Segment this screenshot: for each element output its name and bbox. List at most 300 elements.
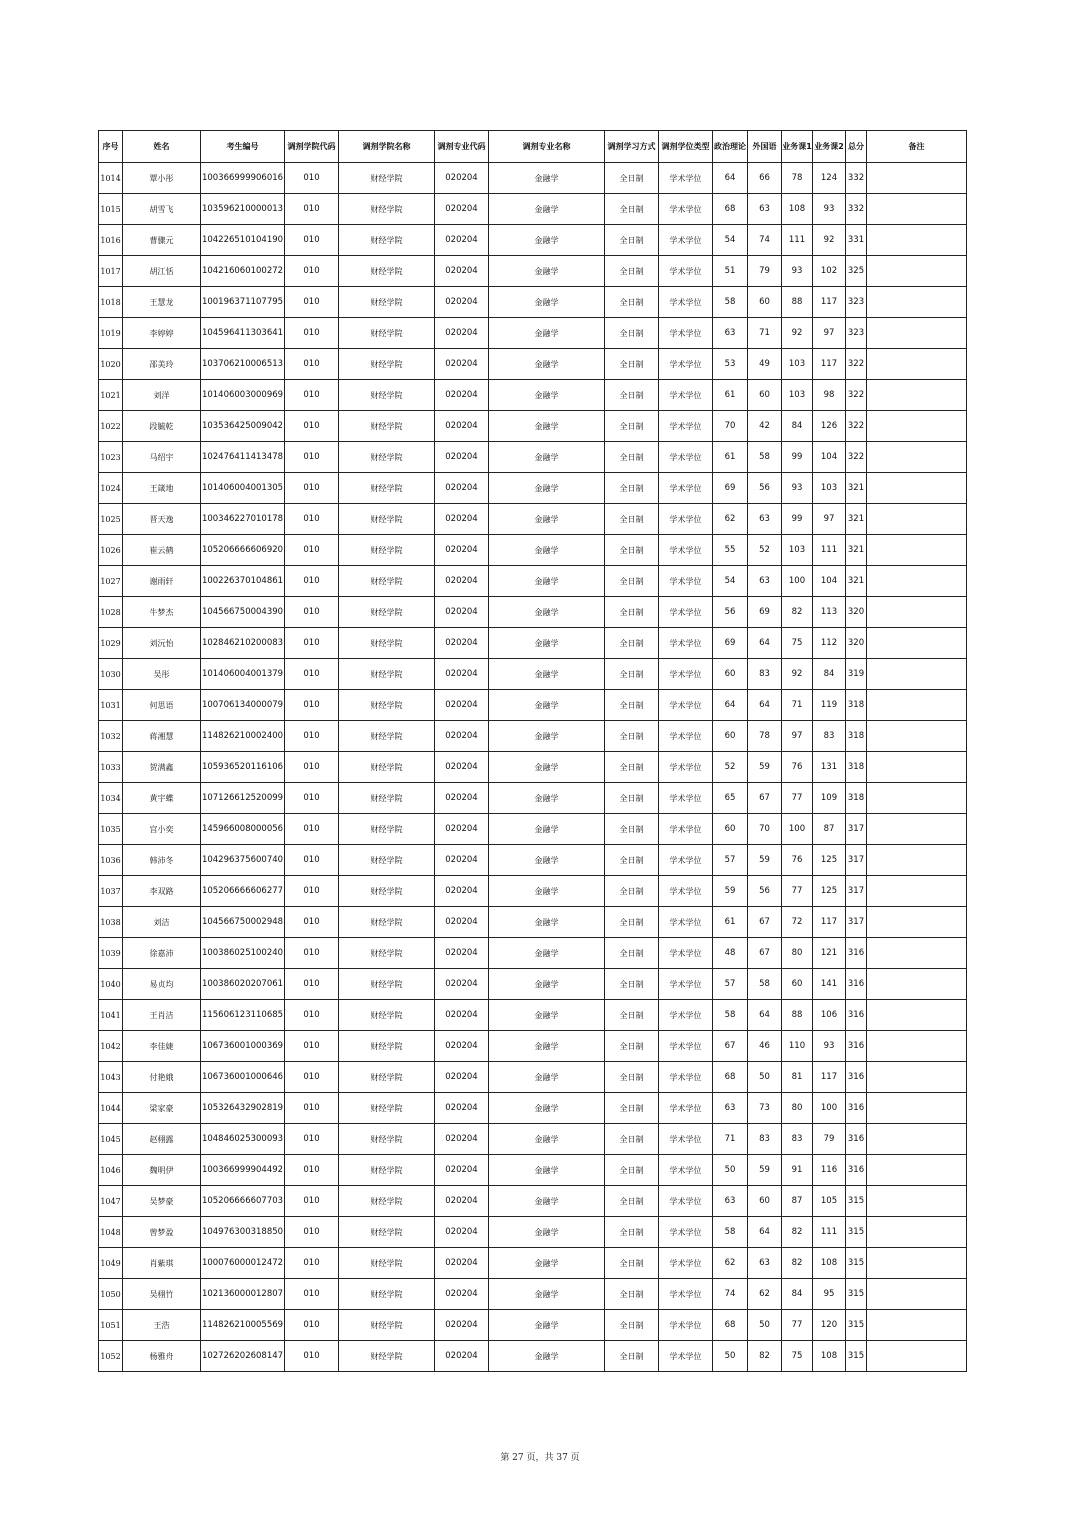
politics-score-cell: 62 — [713, 1248, 748, 1279]
politics-score-cell: 59 — [713, 876, 748, 907]
study-mode-cell: 全日制 — [605, 1279, 659, 1310]
major-name-cell: 金融学 — [489, 659, 605, 690]
subject1-score-cell: 77 — [782, 1310, 813, 1341]
exam-id-cell: 102846210200083 — [201, 628, 285, 659]
study-mode-cell: 全日制 — [605, 566, 659, 597]
remarks-cell — [867, 1031, 967, 1062]
table-row — [99, 473, 967, 504]
table-row — [99, 411, 967, 442]
table-row — [99, 659, 967, 690]
total-score-cell: 318 — [846, 752, 867, 783]
table-row — [99, 566, 967, 597]
degree-type-cell: 学术学位 — [659, 1310, 713, 1341]
study-mode-cell: 全日制 — [605, 318, 659, 349]
name-cell: 何思语 — [123, 690, 201, 721]
major-name-cell: 金融学 — [489, 442, 605, 473]
remarks-cell — [867, 721, 967, 752]
politics-score-cell: 54 — [713, 225, 748, 256]
study-mode-cell: 全日制 — [605, 1248, 659, 1279]
degree-type-cell: 学术学位 — [659, 225, 713, 256]
degree-type-cell: 学术学位 — [659, 349, 713, 380]
foreign-language-score-cell: 74 — [748, 225, 782, 256]
subject2-score-cell: 116 — [813, 1155, 846, 1186]
serial-cell: 1047 — [99, 1186, 123, 1217]
subject2-score-cell: 119 — [813, 690, 846, 721]
total-score-cell: 332 — [846, 163, 867, 194]
college-code-cell: 010 — [285, 1279, 339, 1310]
table-header — [99, 131, 967, 163]
total-score-cell: 331 — [846, 225, 867, 256]
total-score-cell: 321 — [846, 473, 867, 504]
exam-id-cell: 114826210005569 — [201, 1310, 285, 1341]
study-mode-cell: 全日制 — [605, 442, 659, 473]
foreign-language-score-cell: 59 — [748, 845, 782, 876]
major-code-cell: 020204 — [435, 1155, 489, 1186]
name-cell: 赵栩露 — [123, 1124, 201, 1155]
subject2-score-cell: 98 — [813, 380, 846, 411]
major-name-cell: 金融学 — [489, 1186, 605, 1217]
subject1-score-cell: 72 — [782, 907, 813, 938]
foreign-language-score-cell: 78 — [748, 721, 782, 752]
college-code-cell: 010 — [285, 442, 339, 473]
subject1-score-cell: 100 — [782, 566, 813, 597]
table-row — [99, 535, 967, 566]
total-score-cell: 316 — [846, 938, 867, 969]
major-code-cell: 020204 — [435, 287, 489, 318]
study-mode-cell: 全日制 — [605, 628, 659, 659]
serial-cell: 1023 — [99, 442, 123, 473]
remarks-cell — [867, 566, 967, 597]
serial-cell: 1052 — [99, 1341, 123, 1372]
college-name-cell: 财经学院 — [339, 1000, 435, 1031]
college-code-cell: 010 — [285, 225, 339, 256]
col-remarks-header: 备注 — [867, 131, 967, 163]
remarks-cell — [867, 535, 967, 566]
foreign-language-score-cell: 56 — [748, 473, 782, 504]
major-name-cell: 金融学 — [489, 1124, 605, 1155]
total-score-cell: 322 — [846, 349, 867, 380]
serial-cell: 1014 — [99, 163, 123, 194]
college-code-cell: 010 — [285, 1000, 339, 1031]
name-cell: 李双路 — [123, 876, 201, 907]
degree-type-cell: 学术学位 — [659, 597, 713, 628]
degree-type-cell: 学术学位 — [659, 876, 713, 907]
table-row — [99, 1031, 967, 1062]
table-row — [99, 1341, 967, 1372]
college-code-cell: 010 — [285, 287, 339, 318]
subject2-score-cell: 121 — [813, 938, 846, 969]
major-name-cell: 金融学 — [489, 597, 605, 628]
major-code-cell: 020204 — [435, 597, 489, 628]
major-name-cell: 金融学 — [489, 938, 605, 969]
exam-id-cell: 103536425009042 — [201, 411, 285, 442]
serial-cell: 1030 — [99, 659, 123, 690]
politics-score-cell: 67 — [713, 1031, 748, 1062]
serial-cell: 1049 — [99, 1248, 123, 1279]
politics-score-cell: 69 — [713, 628, 748, 659]
subject1-score-cell: 111 — [782, 225, 813, 256]
subject1-score-cell: 76 — [782, 845, 813, 876]
total-score-cell: 316 — [846, 1031, 867, 1062]
total-score-cell: 317 — [846, 876, 867, 907]
college-code-cell: 010 — [285, 163, 339, 194]
politics-score-cell: 56 — [713, 597, 748, 628]
college-code-cell: 010 — [285, 783, 339, 814]
major-code-cell: 020204 — [435, 1000, 489, 1031]
politics-score-cell: 50 — [713, 1341, 748, 1372]
remarks-cell — [867, 225, 967, 256]
degree-type-cell: 学术学位 — [659, 380, 713, 411]
college-name-cell: 财经学院 — [339, 1031, 435, 1062]
subject2-score-cell: 111 — [813, 1217, 846, 1248]
exam-id-cell: 100386025100240 — [201, 938, 285, 969]
serial-cell: 1025 — [99, 504, 123, 535]
degree-type-cell: 学术学位 — [659, 504, 713, 535]
major-name-cell: 金融学 — [489, 535, 605, 566]
serial-cell: 1034 — [99, 783, 123, 814]
remarks-cell — [867, 938, 967, 969]
name-cell: 韩沛冬 — [123, 845, 201, 876]
subject1-score-cell: 60 — [782, 969, 813, 1000]
exam-id-cell: 102726202608147 — [201, 1341, 285, 1372]
college-name-cell: 财经学院 — [339, 907, 435, 938]
foreign-language-score-cell: 50 — [748, 1062, 782, 1093]
politics-score-cell: 57 — [713, 845, 748, 876]
exam-id-cell: 103706210006513 — [201, 349, 285, 380]
college-name-cell: 财经学院 — [339, 1341, 435, 1372]
college-name-cell: 财经学院 — [339, 473, 435, 504]
serial-cell: 1016 — [99, 225, 123, 256]
total-score-cell: 322 — [846, 411, 867, 442]
subject1-score-cell: 88 — [782, 287, 813, 318]
name-cell: 胡江恬 — [123, 256, 201, 287]
major-name-cell: 金融学 — [489, 1093, 605, 1124]
subject2-score-cell: 124 — [813, 163, 846, 194]
exam-id-cell: 115606123110685 — [201, 1000, 285, 1031]
study-mode-cell: 全日制 — [605, 194, 659, 225]
major-code-cell: 020204 — [435, 194, 489, 225]
serial-cell: 1041 — [99, 1000, 123, 1031]
subject1-score-cell: 91 — [782, 1155, 813, 1186]
subject1-score-cell: 83 — [782, 1124, 813, 1155]
subject2-score-cell: 100 — [813, 1093, 846, 1124]
subject2-score-cell: 108 — [813, 1341, 846, 1372]
exam-id-cell: 102136000012807 — [201, 1279, 285, 1310]
major-code-cell: 020204 — [435, 1341, 489, 1372]
study-mode-cell: 全日制 — [605, 380, 659, 411]
subject1-score-cell: 92 — [782, 318, 813, 349]
serial-cell: 1040 — [99, 969, 123, 1000]
degree-type-cell: 学术学位 — [659, 659, 713, 690]
degree-type-cell: 学术学位 — [659, 1341, 713, 1372]
degree-type-cell: 学术学位 — [659, 1217, 713, 1248]
politics-score-cell: 70 — [713, 411, 748, 442]
college-code-cell: 010 — [285, 473, 339, 504]
degree-type-cell: 学术学位 — [659, 1031, 713, 1062]
foreign-language-score-cell: 60 — [748, 380, 782, 411]
major-name-cell: 金融学 — [489, 504, 605, 535]
foreign-language-score-cell: 82 — [748, 1341, 782, 1372]
subject1-score-cell: 92 — [782, 659, 813, 690]
remarks-cell — [867, 1341, 967, 1372]
exam-id-cell: 103596210000013 — [201, 194, 285, 225]
foreign-language-score-cell: 59 — [748, 1155, 782, 1186]
name-cell: 刘洋 — [123, 380, 201, 411]
study-mode-cell: 全日制 — [605, 163, 659, 194]
name-cell: 崔云鹤 — [123, 535, 201, 566]
college-name-cell: 财经学院 — [339, 628, 435, 659]
exam-id-cell: 104596411303641 — [201, 318, 285, 349]
col-name-header: 姓名 — [123, 131, 201, 163]
college-code-cell: 010 — [285, 597, 339, 628]
study-mode-cell: 全日制 — [605, 597, 659, 628]
major-name-cell: 金融学 — [489, 1248, 605, 1279]
name-cell: 黄宇蝶 — [123, 783, 201, 814]
subject2-score-cell: 103 — [813, 473, 846, 504]
politics-score-cell: 60 — [713, 721, 748, 752]
politics-score-cell: 58 — [713, 1217, 748, 1248]
serial-cell: 1045 — [99, 1124, 123, 1155]
name-cell: 段毓乾 — [123, 411, 201, 442]
major-code-cell: 020204 — [435, 1310, 489, 1341]
exam-id-cell: 114826210002400 — [201, 721, 285, 752]
total-score-cell: 318 — [846, 721, 867, 752]
major-code-cell: 020204 — [435, 163, 489, 194]
col-foreign-language-header: 外国语 — [748, 131, 782, 163]
name-cell: 谢雨轩 — [123, 566, 201, 597]
college-code-cell: 010 — [285, 1124, 339, 1155]
degree-type-cell: 学术学位 — [659, 1248, 713, 1279]
major-code-cell: 020204 — [435, 256, 489, 287]
table-row — [99, 318, 967, 349]
subject1-score-cell: 93 — [782, 473, 813, 504]
foreign-language-score-cell: 67 — [748, 907, 782, 938]
major-code-cell: 020204 — [435, 659, 489, 690]
degree-type-cell: 学术学位 — [659, 907, 713, 938]
college-code-cell: 010 — [285, 194, 339, 225]
table-row — [99, 380, 967, 411]
exam-id-cell: 102476411413478 — [201, 442, 285, 473]
remarks-cell — [867, 318, 967, 349]
study-mode-cell: 全日制 — [605, 349, 659, 380]
college-code-cell: 010 — [285, 628, 339, 659]
subject1-score-cell: 108 — [782, 194, 813, 225]
exam-id-cell: 101406004001379 — [201, 659, 285, 690]
study-mode-cell: 全日制 — [605, 876, 659, 907]
name-cell: 王肖洁 — [123, 1000, 201, 1031]
total-score-cell: 320 — [846, 597, 867, 628]
college-code-cell: 010 — [285, 535, 339, 566]
foreign-language-score-cell: 70 — [748, 814, 782, 845]
subject2-score-cell: 111 — [813, 535, 846, 566]
study-mode-cell: 全日制 — [605, 907, 659, 938]
college-name-cell: 财经学院 — [339, 1093, 435, 1124]
college-code-cell: 010 — [285, 256, 339, 287]
col-major-name-header: 调剂专业名称 — [489, 131, 605, 163]
total-score-cell: 332 — [846, 194, 867, 225]
degree-type-cell: 学术学位 — [659, 535, 713, 566]
major-code-cell: 020204 — [435, 845, 489, 876]
subject2-score-cell: 93 — [813, 1031, 846, 1062]
total-score-cell: 321 — [846, 504, 867, 535]
remarks-cell — [867, 1248, 967, 1279]
college-code-cell: 010 — [285, 504, 339, 535]
major-name-cell: 金融学 — [489, 194, 605, 225]
remarks-cell — [867, 969, 967, 1000]
major-code-cell: 020204 — [435, 349, 489, 380]
serial-cell: 1031 — [99, 690, 123, 721]
name-cell: 魏明伊 — [123, 1155, 201, 1186]
college-code-cell: 010 — [285, 1310, 339, 1341]
remarks-cell — [867, 907, 967, 938]
remarks-cell — [867, 504, 967, 535]
degree-type-cell: 学术学位 — [659, 256, 713, 287]
college-code-cell: 010 — [285, 1217, 339, 1248]
exam-id-cell: 104226510104190 — [201, 225, 285, 256]
college-code-cell: 010 — [285, 752, 339, 783]
total-score-cell: 325 — [846, 256, 867, 287]
major-name-cell: 金融学 — [489, 628, 605, 659]
subject1-score-cell: 76 — [782, 752, 813, 783]
serial-cell: 1033 — [99, 752, 123, 783]
total-score-cell: 316 — [846, 1155, 867, 1186]
table-row — [99, 814, 967, 845]
subject2-score-cell: 97 — [813, 318, 846, 349]
col-subject2-header: 业务课2 — [813, 131, 846, 163]
foreign-language-score-cell: 63 — [748, 566, 782, 597]
table-row — [99, 287, 967, 318]
name-cell: 马绍宇 — [123, 442, 201, 473]
politics-score-cell: 48 — [713, 938, 748, 969]
serial-cell: 1043 — [99, 1062, 123, 1093]
table-row — [99, 1062, 967, 1093]
serial-cell: 1044 — [99, 1093, 123, 1124]
name-cell: 吴梦豪 — [123, 1186, 201, 1217]
study-mode-cell: 全日制 — [605, 659, 659, 690]
college-name-cell: 财经学院 — [339, 318, 435, 349]
page-number: 第 27 页，共 37 页 — [500, 1453, 580, 1463]
college-name-cell: 财经学院 — [339, 504, 435, 535]
college-name-cell: 财经学院 — [339, 876, 435, 907]
total-score-cell: 322 — [846, 442, 867, 473]
major-name-cell: 金融学 — [489, 690, 605, 721]
degree-type-cell: 学术学位 — [659, 194, 713, 225]
table-row — [99, 690, 967, 721]
col-politics-header: 政治理论 — [713, 131, 748, 163]
serial-cell: 1048 — [99, 1217, 123, 1248]
college-code-cell: 010 — [285, 380, 339, 411]
foreign-language-score-cell: 49 — [748, 349, 782, 380]
remarks-cell — [867, 1000, 967, 1031]
politics-score-cell: 64 — [713, 163, 748, 194]
major-code-cell: 020204 — [435, 380, 489, 411]
table-row — [99, 1248, 967, 1279]
exam-id-cell: 106736001000646 — [201, 1062, 285, 1093]
foreign-language-score-cell: 83 — [748, 659, 782, 690]
serial-cell: 1029 — [99, 628, 123, 659]
name-cell: 贺满鑫 — [123, 752, 201, 783]
politics-score-cell: 68 — [713, 1310, 748, 1341]
college-code-cell: 010 — [285, 1031, 339, 1062]
major-name-cell: 金融学 — [489, 1217, 605, 1248]
remarks-cell — [867, 411, 967, 442]
study-mode-cell: 全日制 — [605, 1341, 659, 1372]
remarks-cell — [867, 1124, 967, 1155]
subject2-score-cell: 109 — [813, 783, 846, 814]
serial-cell: 1038 — [99, 907, 123, 938]
remarks-cell — [867, 597, 967, 628]
table-row — [99, 876, 967, 907]
college-name-cell: 财经学院 — [339, 349, 435, 380]
serial-cell: 1046 — [99, 1155, 123, 1186]
degree-type-cell: 学术学位 — [659, 442, 713, 473]
major-name-cell: 金融学 — [489, 163, 605, 194]
table-row — [99, 442, 967, 473]
politics-score-cell: 57 — [713, 969, 748, 1000]
name-cell: 易贞均 — [123, 969, 201, 1000]
college-name-cell: 财经学院 — [339, 256, 435, 287]
total-score-cell: 315 — [846, 1186, 867, 1217]
major-name-cell: 金融学 — [489, 1155, 605, 1186]
subject2-score-cell: 105 — [813, 1186, 846, 1217]
col-college-name-header: 调剂学院名称 — [339, 131, 435, 163]
politics-score-cell: 65 — [713, 783, 748, 814]
foreign-language-score-cell: 67 — [748, 783, 782, 814]
subject1-score-cell: 110 — [782, 1031, 813, 1062]
subject1-score-cell: 82 — [782, 597, 813, 628]
college-code-cell: 010 — [285, 721, 339, 752]
politics-score-cell: 61 — [713, 380, 748, 411]
name-cell: 徐嘉沛 — [123, 938, 201, 969]
politics-score-cell: 61 — [713, 907, 748, 938]
college-code-cell: 010 — [285, 349, 339, 380]
college-code-cell: 010 — [285, 1248, 339, 1279]
college-name-cell: 财经学院 — [339, 1279, 435, 1310]
degree-type-cell: 学术学位 — [659, 628, 713, 659]
table-row — [99, 194, 967, 225]
subject2-score-cell: 117 — [813, 907, 846, 938]
subject1-score-cell: 77 — [782, 876, 813, 907]
subject1-score-cell: 82 — [782, 1248, 813, 1279]
subject1-score-cell: 100 — [782, 814, 813, 845]
serial-cell: 1026 — [99, 535, 123, 566]
college-code-cell: 010 — [285, 1155, 339, 1186]
college-code-cell: 010 — [285, 1062, 339, 1093]
politics-score-cell: 50 — [713, 1155, 748, 1186]
college-name-cell: 财经学院 — [339, 1248, 435, 1279]
college-code-cell: 010 — [285, 876, 339, 907]
college-name-cell: 财经学院 — [339, 659, 435, 690]
major-name-cell: 金融学 — [489, 783, 605, 814]
name-cell: 李佳婕 — [123, 1031, 201, 1062]
table-row — [99, 1310, 967, 1341]
name-cell: 王箴地 — [123, 473, 201, 504]
foreign-language-score-cell: 60 — [748, 287, 782, 318]
college-name-cell: 财经学院 — [339, 1186, 435, 1217]
total-score-cell: 316 — [846, 1000, 867, 1031]
major-name-cell: 金融学 — [489, 566, 605, 597]
subject1-score-cell: 81 — [782, 1062, 813, 1093]
total-score-cell: 322 — [846, 380, 867, 411]
foreign-language-score-cell: 67 — [748, 938, 782, 969]
study-mode-cell: 全日制 — [605, 1155, 659, 1186]
subject2-score-cell: 97 — [813, 504, 846, 535]
degree-type-cell: 学术学位 — [659, 1093, 713, 1124]
major-name-cell: 金融学 — [489, 721, 605, 752]
remarks-cell — [867, 628, 967, 659]
name-cell: 蒋湘慧 — [123, 721, 201, 752]
study-mode-cell: 全日制 — [605, 845, 659, 876]
